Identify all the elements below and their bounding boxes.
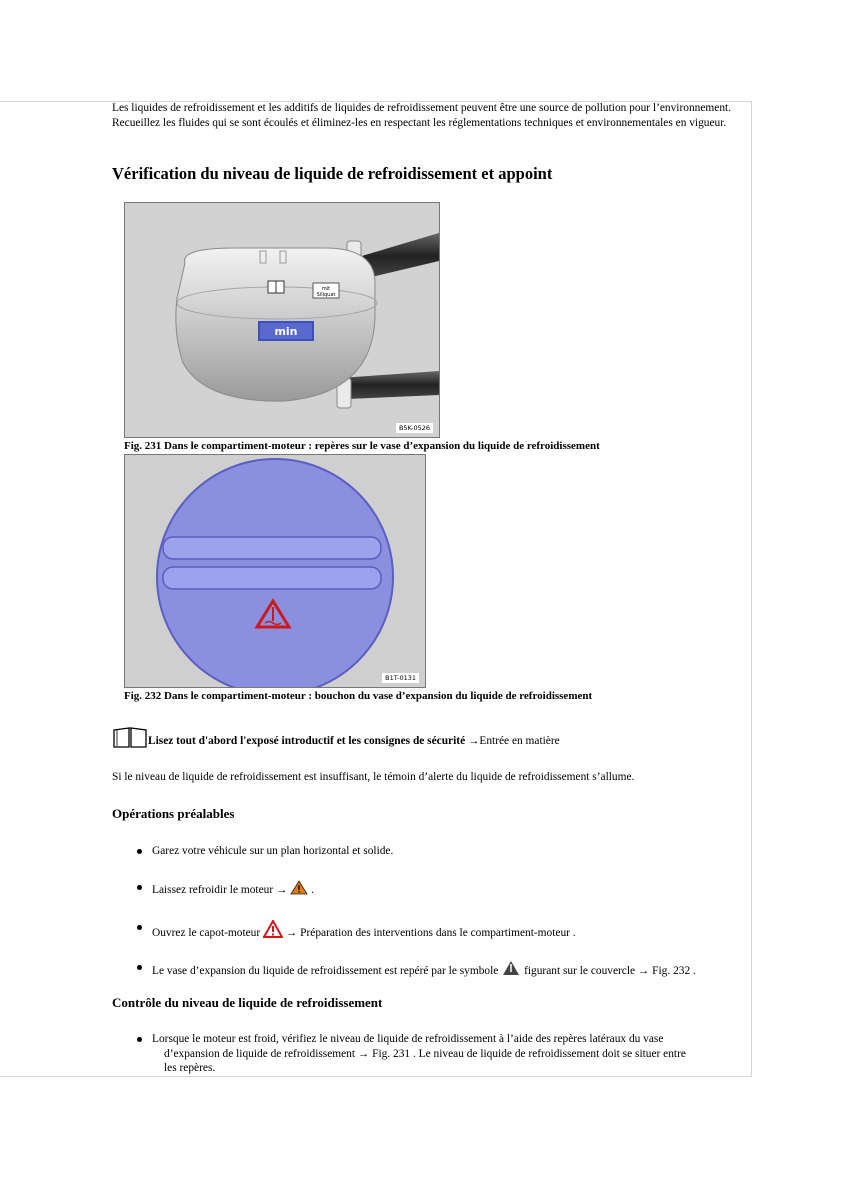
list-item-text: Ouvrez le capot-moteur xyxy=(152,927,261,939)
list-item-continuation: d’expansion de liquide de refroidissement → Fig. 231 . Le niveau de liquide de refroidissement doit se situer entre xyxy=(164,1048,686,1060)
safety-arrow: → xyxy=(467,735,480,747)
figure-231-image xyxy=(124,202,440,438)
environment-note: Les liquides de refroidissement et les additifs de liquides de refroidissement peuvent être une source de pollution pour l’environnement. Recueillez les fluides qui se sont écoulés et éliminez-les en respectant les réglementations techniques et environnementales en vigueur. xyxy=(112,102,732,129)
figure-232-caption: Fig. 232 Dans le compartiment-moteur : bouchon du vase d’expansion du liquide de refroidissement xyxy=(124,690,593,702)
section-title: Vérification du niveau de liquide de refroidissement et appoint xyxy=(112,164,553,183)
check-heading: Contrôle du niveau de liquide de refroidissement xyxy=(112,995,383,1010)
book-icon xyxy=(112,726,148,748)
siliquat-label: Siliquat xyxy=(316,292,336,298)
safety-link[interactable]: Entrée en matière xyxy=(479,735,560,747)
prep-heading: Opérations préalables xyxy=(112,806,235,821)
list-item-text: Lorsque le moteur est froid, vérifiez le niveau de liquide de refroidissement à l’aide des repères latéraux du vase xyxy=(152,1033,664,1045)
figure-231-code: B5K-0526 xyxy=(396,423,433,433)
bullet-dot xyxy=(137,849,142,854)
safety-bold-text: Lisez tout d'abord l'exposé introductif et les consignes de sécurité xyxy=(148,735,466,747)
caution-icon[interactable] xyxy=(290,880,308,895)
figure-232-image xyxy=(124,454,426,688)
warning-light-text: Si le niveau de liquide de refroidissement est insuffisant, le témoin d’alerte du liquide de refroidissement s’allume. xyxy=(112,771,635,783)
list-item-text: Garez votre véhicule sur un plan horizontal et solide. xyxy=(152,845,394,857)
list-item-continuation: les repères. xyxy=(164,1062,216,1074)
bullet-dot xyxy=(137,965,142,970)
expansion-tank-illustration xyxy=(125,203,439,437)
figure-232-code: B1T-0131 xyxy=(382,673,419,683)
safety-reference xyxy=(112,726,560,748)
list-item-text: Le vase d’expansion du liquide de refroidissement est repéré par le symbole xyxy=(152,965,499,977)
list-item-text: Laissez refroidir le moteur → xyxy=(152,884,288,896)
bullet-dot xyxy=(137,1037,142,1042)
warning-icon[interactable] xyxy=(263,920,283,938)
bullet-dot xyxy=(137,925,142,930)
coolant-symbol-icon xyxy=(501,960,521,976)
coolant-cap-illustration xyxy=(125,455,425,687)
figure-231-caption: Fig. 231 Dans le compartiment-moteur : repères sur le vase d’expansion du liquide de refroidissement xyxy=(124,440,600,452)
bullet-dot xyxy=(137,885,142,890)
min-mark-label: min xyxy=(274,325,298,338)
fig-232-link[interactable]: figurant sur le couvercle → Fig. 232 . xyxy=(524,965,696,977)
mit-label: mit xyxy=(321,286,331,292)
preparation-link[interactable]: → Préparation des interventions dans le compartiment-moteur . xyxy=(285,927,576,939)
